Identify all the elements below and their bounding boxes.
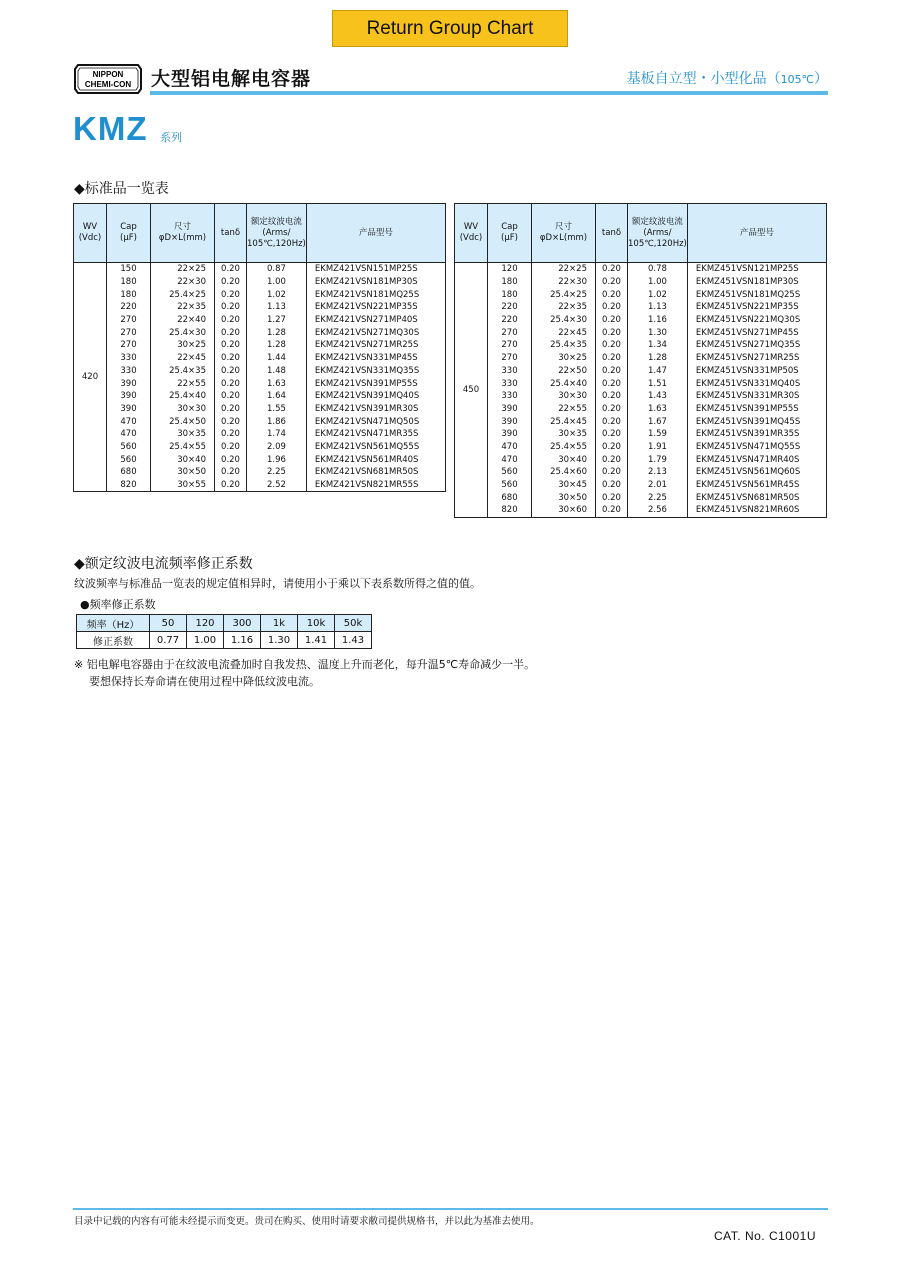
table-row xyxy=(455,415,827,428)
tan-cell: 0.20 xyxy=(215,390,247,403)
cap-cell: 330 xyxy=(107,352,151,365)
size-cell: 25.4×55 xyxy=(151,441,215,454)
part-number-cell: EKMZ421VSN821MR55S xyxy=(306,479,445,492)
ripple-cell: 1.44 xyxy=(247,352,307,365)
ripple-cell: 0.87 xyxy=(247,263,307,276)
ripple-cell: 2.25 xyxy=(247,466,307,479)
ripple-cell: 0.78 xyxy=(628,263,688,276)
cap-cell: 470 xyxy=(488,441,532,454)
table-row xyxy=(455,453,827,466)
ripple-cell: 1.30 xyxy=(628,326,688,339)
ripple-cell: 2.52 xyxy=(247,479,307,492)
coeff-cell: 1.30 xyxy=(261,632,298,649)
ripple-cell: 1.27 xyxy=(247,314,307,327)
ripple-cell: 1.67 xyxy=(628,415,688,428)
wv-cell: 450 xyxy=(455,263,488,518)
table-row xyxy=(74,365,446,378)
subtitle-temp: 105℃ xyxy=(780,73,814,86)
table-row xyxy=(74,352,446,365)
cap-cell: 270 xyxy=(488,339,532,352)
ripple-cell: 1.13 xyxy=(247,301,307,314)
ripple-cell: 2.09 xyxy=(247,441,307,454)
freq-cell: 300 xyxy=(224,615,261,632)
header-tan: tanδ xyxy=(215,204,247,263)
ripple-cell: 1.02 xyxy=(247,288,307,301)
table-row xyxy=(455,314,827,327)
table-row xyxy=(455,491,827,504)
part-number-cell: EKMZ451VSN391MR35S xyxy=(687,428,826,441)
freq-cell: 120 xyxy=(187,615,224,632)
tan-cell: 0.20 xyxy=(215,352,247,365)
cap-cell: 180 xyxy=(107,276,151,289)
cap-cell: 560 xyxy=(488,466,532,479)
part-number-cell: EKMZ421VSN561MQ55S xyxy=(306,441,445,454)
cap-cell: 120 xyxy=(488,263,532,276)
table-row xyxy=(455,441,827,454)
cap-cell: 270 xyxy=(107,339,151,352)
part-number-cell: EKMZ451VSN561MR45S xyxy=(687,479,826,492)
cap-cell: 390 xyxy=(488,428,532,441)
cap-cell: 820 xyxy=(107,479,151,492)
table-row xyxy=(74,479,446,492)
size-cell: 30×40 xyxy=(532,453,596,466)
part-number-cell: EKMZ421VSN181MQ25S xyxy=(306,288,445,301)
table-row xyxy=(455,339,827,352)
part-number-cell: EKMZ421VSN271MP40S xyxy=(306,314,445,327)
nippon-chemicon-logo xyxy=(72,63,144,95)
part-number-cell: EKMZ451VSN821MR60S xyxy=(687,504,826,517)
header-ripple: 额定纹波电流 (Arms/ 105℃,120Hz) xyxy=(628,204,688,263)
section-title-ripple-correction: ◆额定纹波电流频率修正系数 xyxy=(74,556,253,572)
table-row xyxy=(74,403,446,416)
cap-cell: 270 xyxy=(107,314,151,327)
tan-cell: 0.20 xyxy=(596,453,628,466)
size-cell: 30×30 xyxy=(532,390,596,403)
coeff-cell: 1.43 xyxy=(335,632,372,649)
header-cap: Cap (μF) xyxy=(107,204,151,263)
ripple-cell: 1.13 xyxy=(628,301,688,314)
header-rule xyxy=(150,91,828,95)
table-row xyxy=(74,466,446,479)
wv-cell: 420 xyxy=(74,263,107,492)
coeff-row-label: 修正系数 xyxy=(77,632,150,649)
size-cell: 30×35 xyxy=(532,428,596,441)
part-number-cell: EKMZ451VSN271MR25S xyxy=(687,352,826,365)
ripple-cell: 1.96 xyxy=(247,453,307,466)
tan-cell: 0.20 xyxy=(596,415,628,428)
table-row xyxy=(74,288,446,301)
table-row xyxy=(455,479,827,492)
size-cell: 22×35 xyxy=(151,301,215,314)
cap-cell: 220 xyxy=(107,301,151,314)
ripple-cell: 1.63 xyxy=(628,403,688,416)
tan-cell: 0.20 xyxy=(215,276,247,289)
part-number-cell: EKMZ421VSN561MR40S xyxy=(306,453,445,466)
size-cell: 25.4×35 xyxy=(532,339,596,352)
cap-cell: 180 xyxy=(488,288,532,301)
spec-table-450 xyxy=(454,203,827,518)
tan-cell: 0.20 xyxy=(215,301,247,314)
part-number-cell: EKMZ451VSN391MQ45S xyxy=(687,415,826,428)
page-title: 大型铝电解电容器 xyxy=(151,68,312,90)
size-cell: 30×25 xyxy=(151,339,215,352)
cap-cell: 390 xyxy=(488,415,532,428)
footer-note: 目录中记载的内容有可能未经提示而变更。贵司在购买、使用时请要求敝司提供规格书，并以此为基准去使用。 xyxy=(74,1216,540,1227)
table-row xyxy=(74,453,446,466)
table-row xyxy=(455,466,827,479)
table-row xyxy=(74,441,446,454)
part-number-cell: EKMZ451VSN471MQ55S xyxy=(687,441,826,454)
cap-cell: 270 xyxy=(488,352,532,365)
tan-cell: 0.20 xyxy=(596,428,628,441)
cap-cell: 560 xyxy=(107,441,151,454)
size-cell: 25.4×25 xyxy=(532,288,596,301)
header-size: 尺寸 φD×L(mm) xyxy=(151,204,215,263)
table-row xyxy=(74,301,446,314)
part-number-cell: EKMZ451VSN221MQ30S xyxy=(687,314,826,327)
size-cell: 22×25 xyxy=(532,263,596,276)
table-row xyxy=(74,276,446,289)
header-wv: WV (Vdc) xyxy=(74,204,107,263)
part-number-cell: EKMZ451VSN331MR30S xyxy=(687,390,826,403)
table-row xyxy=(74,326,446,339)
size-cell: 25.4×25 xyxy=(151,288,215,301)
footer-rule xyxy=(73,1208,828,1210)
size-cell: 22×55 xyxy=(151,377,215,390)
freq-row-label: 频率（Hz） xyxy=(77,615,150,632)
cap-cell: 220 xyxy=(488,314,532,327)
subtitle-close: ） xyxy=(814,71,828,87)
cap-cell: 330 xyxy=(488,365,532,378)
cap-cell: 180 xyxy=(488,276,532,289)
cap-cell: 390 xyxy=(107,390,151,403)
table-row xyxy=(455,377,827,390)
cap-cell: 270 xyxy=(107,326,151,339)
size-cell: 22×40 xyxy=(151,314,215,327)
header-wv: WV (Vdc) xyxy=(455,204,488,263)
part-number-cell: EKMZ451VSN561MQ60S xyxy=(687,466,826,479)
size-cell: 25.4×45 xyxy=(532,415,596,428)
table-row xyxy=(455,365,827,378)
table-row xyxy=(74,390,446,403)
size-cell: 25.4×30 xyxy=(532,314,596,327)
table-row xyxy=(455,288,827,301)
size-cell: 25.4×30 xyxy=(151,326,215,339)
coeff-cell: 1.41 xyxy=(298,632,335,649)
coeff-cell: 1.00 xyxy=(187,632,224,649)
tan-cell: 0.20 xyxy=(215,415,247,428)
ripple-cell: 1.43 xyxy=(628,390,688,403)
table-row xyxy=(74,415,446,428)
part-number-cell: EKMZ421VSN151MP25S xyxy=(306,263,445,276)
table-row xyxy=(455,403,827,416)
cap-cell: 680 xyxy=(107,466,151,479)
part-number-cell: EKMZ451VSN221MP35S xyxy=(687,301,826,314)
ripple-cell: 1.86 xyxy=(247,415,307,428)
table-row xyxy=(74,263,446,276)
part-number-cell: EKMZ421VSN331MP45S xyxy=(306,352,445,365)
part-number-cell: EKMZ451VSN271MQ35S xyxy=(687,339,826,352)
tan-cell: 0.20 xyxy=(596,403,628,416)
tan-cell: 0.20 xyxy=(215,466,247,479)
freq-cell: 50 xyxy=(150,615,187,632)
table-row xyxy=(455,301,827,314)
size-cell: 25.4×60 xyxy=(532,466,596,479)
ripple-cell: 1.91 xyxy=(628,441,688,454)
freq-row xyxy=(77,615,372,632)
part-number-cell: EKMZ451VSN331MP50S xyxy=(687,365,826,378)
part-number-cell: EKMZ451VSN331MQ40S xyxy=(687,377,826,390)
part-number-cell: EKMZ421VSN391MQ40S xyxy=(306,390,445,403)
part-number-cell: EKMZ421VSN681MR50S xyxy=(306,466,445,479)
size-cell: 22×55 xyxy=(532,403,596,416)
remark-line-2: 要想保持长寿命请在使用过程中降低纹波电流。 xyxy=(89,675,320,688)
tan-cell: 0.20 xyxy=(215,326,247,339)
freq-subtitle: ●频率修正系数 xyxy=(80,598,156,611)
size-cell: 25.4×50 xyxy=(151,415,215,428)
table-row xyxy=(74,377,446,390)
size-cell: 30×25 xyxy=(532,352,596,365)
ripple-cell: 1.64 xyxy=(247,390,307,403)
table-row xyxy=(455,326,827,339)
ripple-cell: 2.25 xyxy=(628,491,688,504)
part-number-cell: EKMZ451VSN121MP25S xyxy=(687,263,826,276)
ripple-cell: 1.55 xyxy=(247,403,307,416)
spec-table-header xyxy=(74,204,446,263)
spec-table-header xyxy=(455,204,827,263)
tan-cell: 0.20 xyxy=(596,352,628,365)
coeff-row xyxy=(77,632,372,649)
tan-cell: 0.20 xyxy=(596,326,628,339)
size-cell: 25.4×40 xyxy=(532,377,596,390)
size-cell: 22×25 xyxy=(151,263,215,276)
header-ripple: 额定纹波电流 (Arms/ 105℃,120Hz) xyxy=(247,204,307,263)
table-row xyxy=(74,339,446,352)
size-cell: 30×55 xyxy=(151,479,215,492)
size-cell: 22×35 xyxy=(532,301,596,314)
ripple-cell: 2.01 xyxy=(628,479,688,492)
table-row xyxy=(455,504,827,517)
coeff-cell: 1.16 xyxy=(224,632,261,649)
tan-cell: 0.20 xyxy=(596,288,628,301)
tan-cell: 0.20 xyxy=(596,479,628,492)
size-cell: 30×60 xyxy=(532,504,596,517)
size-cell: 22×30 xyxy=(151,276,215,289)
tan-cell: 0.20 xyxy=(215,365,247,378)
part-number-cell: EKMZ451VSN181MP30S xyxy=(687,276,826,289)
table-row xyxy=(455,263,827,276)
size-cell: 25.4×55 xyxy=(532,441,596,454)
size-cell: 30×30 xyxy=(151,403,215,416)
ripple-cell: 1.47 xyxy=(628,365,688,378)
header-size: 尺寸 φD×L(mm) xyxy=(532,204,596,263)
frequency-coefficient-table xyxy=(76,614,372,649)
part-number-cell: EKMZ451VSN471MR40S xyxy=(687,453,826,466)
header-tan: tanδ xyxy=(596,204,628,263)
remark-line-1: ※ 铝电解电容器由于在纹波电流叠加时自我发热、温度上升而老化，每升温5℃寿命减少一半。 xyxy=(74,658,536,671)
table-row xyxy=(455,276,827,289)
part-number-cell: EKMZ421VSN271MR25S xyxy=(306,339,445,352)
part-number-cell: EKMZ421VSN471MR35S xyxy=(306,428,445,441)
tan-cell: 0.20 xyxy=(215,403,247,416)
part-number-cell: EKMZ421VSN391MR30S xyxy=(306,403,445,416)
header-part: 产品型号 xyxy=(687,204,826,263)
cap-cell: 390 xyxy=(107,377,151,390)
ripple-cell: 1.79 xyxy=(628,453,688,466)
size-cell: 25.4×35 xyxy=(151,365,215,378)
ripple-cell: 1.74 xyxy=(247,428,307,441)
tan-cell: 0.20 xyxy=(215,377,247,390)
tan-cell: 0.20 xyxy=(215,288,247,301)
part-number-cell: EKMZ451VSN681MR50S xyxy=(687,491,826,504)
tan-cell: 0.20 xyxy=(215,428,247,441)
table-row xyxy=(455,428,827,441)
ripple-cell: 1.28 xyxy=(247,326,307,339)
cap-cell: 330 xyxy=(488,390,532,403)
tan-cell: 0.20 xyxy=(596,390,628,403)
tan-cell: 0.20 xyxy=(215,441,247,454)
cap-cell: 680 xyxy=(488,491,532,504)
freq-cell: 10k xyxy=(298,615,335,632)
ripple-cell: 1.28 xyxy=(247,339,307,352)
table-row xyxy=(455,352,827,365)
size-cell: 30×35 xyxy=(151,428,215,441)
tan-cell: 0.20 xyxy=(215,263,247,276)
part-number-cell: EKMZ421VSN471MQ50S xyxy=(306,415,445,428)
ripple-cell: 1.02 xyxy=(628,288,688,301)
size-cell: 22×50 xyxy=(532,365,596,378)
ripple-cell: 1.34 xyxy=(628,339,688,352)
part-number-cell: EKMZ421VSN391MP55S xyxy=(306,377,445,390)
cap-cell: 470 xyxy=(107,428,151,441)
cap-cell: 390 xyxy=(488,403,532,416)
tan-cell: 0.20 xyxy=(596,504,628,517)
section-title-standard-list: ◆标准品一览表 xyxy=(74,181,169,197)
catalog-number: CAT. No. C1001U xyxy=(714,1229,816,1243)
part-number-cell: EKMZ421VSN271MQ30S xyxy=(306,326,445,339)
tan-cell: 0.20 xyxy=(596,301,628,314)
cap-cell: 390 xyxy=(107,403,151,416)
size-cell: 22×45 xyxy=(532,326,596,339)
tan-cell: 0.20 xyxy=(596,365,628,378)
tan-cell: 0.20 xyxy=(215,453,247,466)
part-number-cell: EKMZ451VSN181MQ25S xyxy=(687,288,826,301)
header-cap: Cap (μF) xyxy=(488,204,532,263)
tan-cell: 0.20 xyxy=(215,339,247,352)
cap-cell: 820 xyxy=(488,504,532,517)
cap-cell: 330 xyxy=(107,365,151,378)
cap-cell: 470 xyxy=(488,453,532,466)
ripple-correction-note: 纹波频率与标准品一览表的规定值相异时，请使用小于乘以下表系数所得之值的值。 xyxy=(74,577,481,590)
part-number-cell: EKMZ451VSN391MP55S xyxy=(687,403,826,416)
page-subtitle xyxy=(627,68,828,88)
cap-cell: 270 xyxy=(488,326,532,339)
size-cell: 30×45 xyxy=(532,479,596,492)
subtitle-main: 基板自立型・小型化品（ xyxy=(626,71,781,87)
freq-cell: 50k xyxy=(335,615,372,632)
coeff-cell: 0.77 xyxy=(150,632,187,649)
table-row xyxy=(455,390,827,403)
size-cell: 30×40 xyxy=(151,453,215,466)
ripple-cell: 1.00 xyxy=(628,276,688,289)
size-cell: 30×50 xyxy=(532,491,596,504)
size-cell: 22×30 xyxy=(532,276,596,289)
table-row xyxy=(74,314,446,327)
ripple-cell: 1.63 xyxy=(247,377,307,390)
tan-cell: 0.20 xyxy=(596,441,628,454)
return-group-chart-button[interactable]: Return Group Chart xyxy=(332,10,568,47)
cap-cell: 560 xyxy=(488,479,532,492)
ripple-cell: 1.51 xyxy=(628,377,688,390)
table-row xyxy=(74,428,446,441)
ripple-cell: 2.13 xyxy=(628,466,688,479)
tan-cell: 0.20 xyxy=(596,339,628,352)
logo-line1: NIPPON xyxy=(92,70,124,79)
part-number-cell: EKMZ421VSN331MQ35S xyxy=(306,365,445,378)
ripple-cell: 2.56 xyxy=(628,504,688,517)
cap-cell: 180 xyxy=(107,288,151,301)
tan-cell: 0.20 xyxy=(596,276,628,289)
part-number-cell: EKMZ451VSN271MP45S xyxy=(687,326,826,339)
tan-cell: 0.20 xyxy=(596,466,628,479)
part-number-cell: EKMZ421VSN221MP35S xyxy=(306,301,445,314)
header-part: 产品型号 xyxy=(306,204,445,263)
tan-cell: 0.20 xyxy=(215,314,247,327)
ripple-cell: 1.16 xyxy=(628,314,688,327)
size-cell: 25.4×40 xyxy=(151,390,215,403)
size-cell: 30×50 xyxy=(151,466,215,479)
series-suffix: 系列 xyxy=(160,131,182,144)
series-name: KMZ xyxy=(73,110,148,147)
cap-cell: 220 xyxy=(488,301,532,314)
ripple-cell: 1.28 xyxy=(628,352,688,365)
tan-cell: 0.20 xyxy=(596,314,628,327)
ripple-cell: 1.00 xyxy=(247,276,307,289)
freq-cell: 1k xyxy=(261,615,298,632)
ripple-cell: 1.59 xyxy=(628,428,688,441)
cap-cell: 560 xyxy=(107,453,151,466)
spec-table-420 xyxy=(73,203,446,492)
part-number-cell: EKMZ421VSN181MP30S xyxy=(306,276,445,289)
tan-cell: 0.20 xyxy=(596,263,628,276)
tan-cell: 0.20 xyxy=(596,377,628,390)
tan-cell: 0.20 xyxy=(215,479,247,492)
size-cell: 22×45 xyxy=(151,352,215,365)
cap-cell: 330 xyxy=(488,377,532,390)
cap-cell: 470 xyxy=(107,415,151,428)
ripple-cell: 1.48 xyxy=(247,365,307,378)
logo-line2: CHEMI-CON xyxy=(84,80,132,89)
tan-cell: 0.20 xyxy=(596,491,628,504)
cap-cell: 150 xyxy=(107,263,151,276)
